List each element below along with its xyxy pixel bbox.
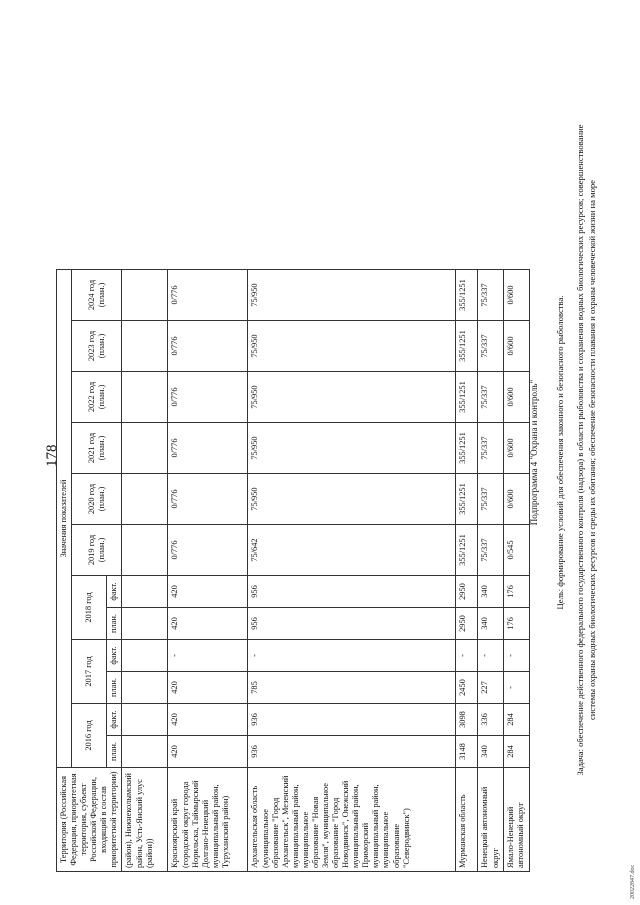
indicators-table [56,269,530,872]
value-cell: 75/950 [248,372,456,423]
value-cell [122,423,168,474]
value-cell: 0/776 [168,321,248,372]
year-2018-header: 2018 год [72,576,107,640]
value-cell: 420 [168,576,248,608]
table-row [168,270,248,872]
value-cell: 355/1251 [456,372,478,423]
territory-cell: Красноярский край (городской округ города Норильска, Таймырский Долгано-Ненецкий муниципальный район, Туруханский район) [168,768,248,872]
territory-cell: (район), Нижнеколымский район, Усть-Янский улус (район)) [122,768,168,872]
value-cell: 75/337 [478,474,503,525]
value-cell [122,608,168,640]
value-cell: 0/776 [168,474,248,525]
value-cell: 75/950 [248,321,456,372]
value-cell: 0/776 [168,525,248,576]
fact-2016-header: факт. [107,704,122,736]
year-2019-header: 2019 год (план.) [72,525,122,576]
value-cell: 75/950 [248,474,456,525]
value-cell: 75/337 [478,270,503,321]
table-body [122,270,529,872]
value-cell: 355/1251 [456,321,478,372]
territory-header: Территория (Российская Федерация, приоритетная территория, субъект Российской Федерации, входящий в состав приоритетной территории) [57,768,122,872]
value-cell: 0/776 [168,372,248,423]
value-cell [122,672,168,704]
value-cell: 355/1251 [456,474,478,525]
value-cell: 340 [478,576,503,608]
value-cell [122,321,168,372]
value-cell: 176 [503,608,529,640]
value-cell [122,704,168,736]
plan-2018-header: план. [107,608,122,640]
value-cell: 355/1251 [456,270,478,321]
value-cell: 75/950 [248,423,456,474]
value-cell: 75/642 [248,525,456,576]
value-cell: 284 [503,736,529,768]
year-2021-header: 2021 год (план.) [72,423,122,474]
page-number: 178 [44,444,60,467]
value-cell: 420 [168,608,248,640]
year-2024-header: 2024 год (план.) [72,270,122,321]
value-cell: - [478,640,503,672]
value-cell: 355/1251 [456,525,478,576]
value-cell [122,474,168,525]
document-id: 20022847.doc [630,864,636,899]
fact-2017-header: факт. [107,640,122,672]
value-cell: 336 [478,704,503,736]
value-cell: 420 [168,736,248,768]
value-cell: 0/545 [503,525,529,576]
year-2023-header: 2023 год (план.) [72,321,122,372]
value-cell: 3098 [456,704,478,736]
year-2017-header: 2017 год [72,640,107,704]
plan-2017-header: план. [107,672,122,704]
goal-text: Цель: формирование условий для обеспечения законного и безопасного рыболовства. [555,295,565,610]
subprogram-title: Подпрограмма 4 "Охрана и контроль" [529,379,539,526]
territory-cell: Ненецкий автономный округ [478,768,503,872]
value-cell: 75/337 [478,321,503,372]
task-text-line1: Задача: обеспечение действенного федерального государственного контроля (надзора) в области рыболовства и сохранения водных биологических ресурсов; совершенствование [575,124,585,776]
value-cell [122,640,168,672]
value-cell [122,736,168,768]
value-cell: 176 [503,576,529,608]
table-row [122,270,168,872]
value-cell: - [248,640,456,672]
value-cell: 75/337 [478,423,503,474]
value-cell: 0/600 [503,474,529,525]
value-cell: - [456,640,478,672]
value-cell: 956 [248,608,456,640]
task-text-line2: системы охраны водных биологических ресурсов и среды их обитания; обеспечение безопасности плавания и охраны человеческой жизни на море [587,180,597,720]
value-cell: 0/776 [168,423,248,474]
value-cell: 75/950 [248,270,456,321]
value-cell: 420 [168,704,248,736]
values-group-header: Значения показателей [57,270,72,768]
territory-cell: Архангельская область (муниципальное образование "Город Архангельск", Мезенский муниципальный район, муниципальное образование "Новая Земля", муниципальное образование "Город Новодвинск", Онежский муниципальный район, Приморский муниципальный район, муниципальное образование "Северодвинск") [248,768,456,872]
value-cell: 340 [478,736,503,768]
value-cell: 0/776 [168,270,248,321]
value-cell: - [168,640,248,672]
table-row [478,270,503,872]
value-cell: 0/600 [503,270,529,321]
value-cell: 936 [248,736,456,768]
territory-cell: Ямало-Ненецкий автономный округ [503,768,529,872]
value-cell: 75/337 [478,525,503,576]
value-cell: 75/337 [478,372,503,423]
territory-cell: Мурманская область [456,768,478,872]
year-2022-header: 2022 год (план.) [72,372,122,423]
value-cell: 936 [248,704,456,736]
table-row [456,270,478,872]
year-2020-header: 2020 год (план.) [72,474,122,525]
value-cell: 420 [168,672,248,704]
value-cell: 956 [248,576,456,608]
value-cell [122,576,168,608]
table-row [248,270,456,872]
value-cell: - [503,640,529,672]
plan-2016-header: план. [107,736,122,768]
table-row [503,270,529,872]
value-cell: 2950 [456,608,478,640]
value-cell: 355/1251 [456,423,478,474]
value-cell: 3148 [456,736,478,768]
value-cell [122,525,168,576]
value-cell: 785 [248,672,456,704]
value-cell: 2450 [456,672,478,704]
value-cell: - [503,672,529,704]
value-cell: 2950 [456,576,478,608]
value-cell [122,372,168,423]
value-cell: 340 [478,608,503,640]
value-cell: 0/600 [503,321,529,372]
value-cell [122,270,168,321]
value-cell: 227 [478,672,503,704]
value-cell: 0/600 [503,423,529,474]
value-cell: 0/600 [503,372,529,423]
value-cell: 284 [503,704,529,736]
fact-2018-header: факт. [107,576,122,608]
year-2016-header: 2016 год [72,704,107,768]
